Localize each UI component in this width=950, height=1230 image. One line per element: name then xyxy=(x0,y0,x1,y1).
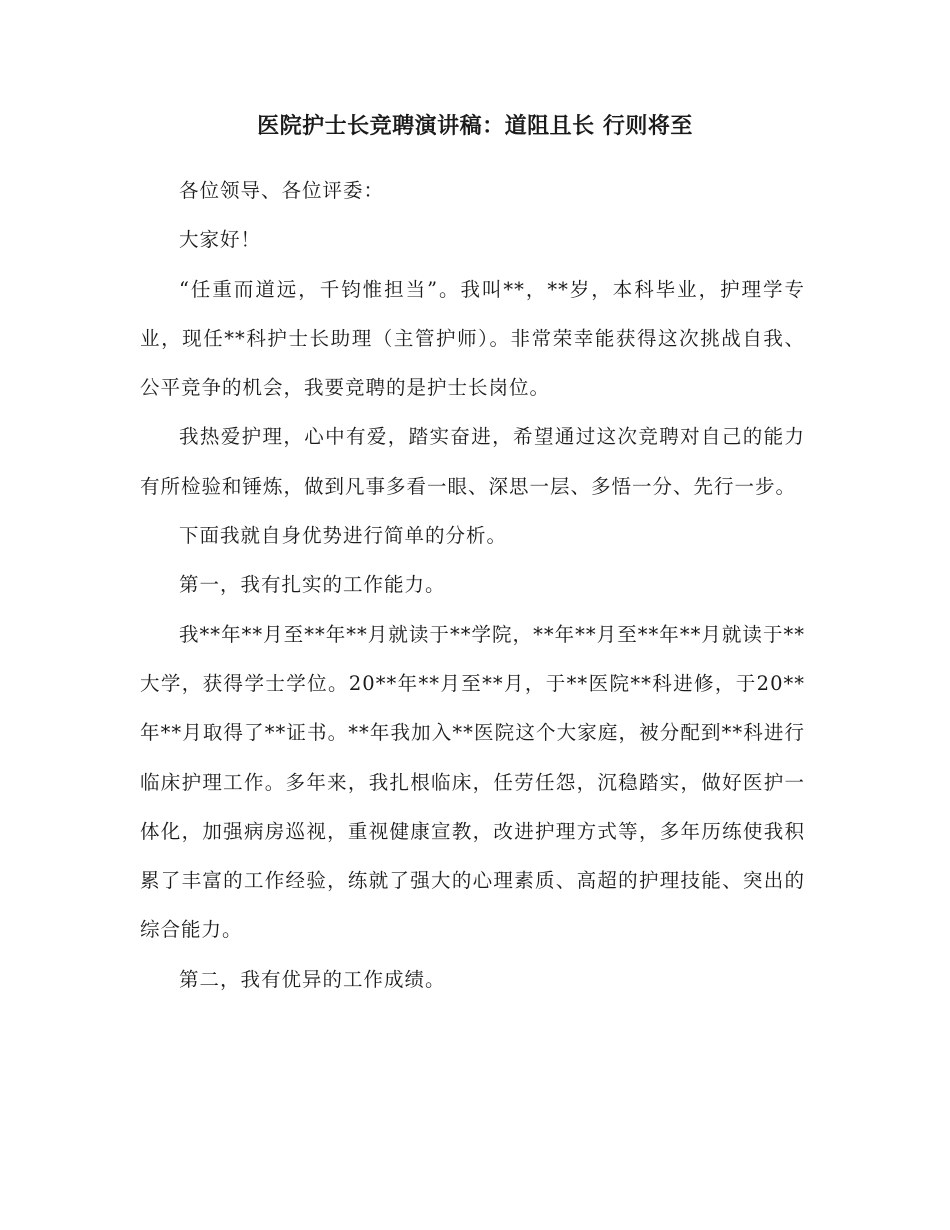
introduction-paragraph: “任重而道远，千钧惟担当”。我叫**，**岁，本科毕业，护理学专业，现任**科护士长助理（主管护师）。非常荣幸能获得这次挑战自我、公平竞争的机会，我要竞聘的是护士长岗位。 xyxy=(140,277,805,400)
analysis-intro-paragraph: 下面我就自身优势进行简单的分析。 xyxy=(179,524,508,548)
first-point-heading: 第一，我有扎实的工作能力。 xyxy=(179,573,446,597)
document-title: 医院护士长竞聘演讲稿：道阻且长 行则将至 xyxy=(257,114,693,139)
experience-paragraph: 我**年**月至**年**月就读于**学院，**年**月至**年**月就读于**大学，获得学士学位。20**年**月至**月，于**医院**科进修，于20**年**月取得了**证书。**年我加入**医院这个大家庭，被分配到**科进行临床护理工作。多年来，我扎根临床，任劳任怨，沉稳踏实，做好医护一体化，加强病房巡视，重视健康宣教，改进护理方式等，多年历练使我积累了丰富的工作经验，练就了强大的心理素质、高超的护理技能、突出的综合能力。 xyxy=(140,622,805,942)
motivation-paragraph: 我热爱护理，心中有爱，踏实奋进，希望通过这次竞聘对自己的能力有所检验和锤炼，做到凡事多看一眼、深思一层、多悟一分、先行一步。 xyxy=(140,425,805,498)
greeting-paragraph: 大家好！ xyxy=(179,228,262,252)
salutation-paragraph: 各位领导、各位评委： xyxy=(179,179,385,202)
second-point-heading: 第二，我有优异的工作成绩。 xyxy=(179,967,446,991)
document-body xyxy=(140,166,805,1004)
